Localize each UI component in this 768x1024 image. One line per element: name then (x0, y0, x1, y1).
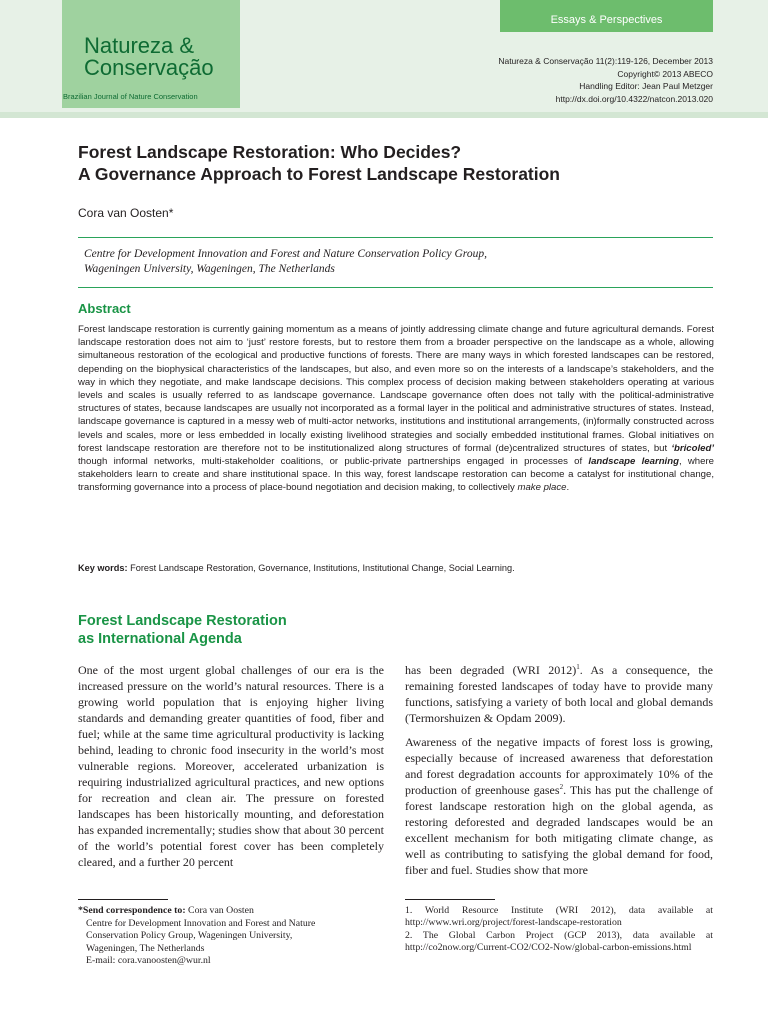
footnote-ref-2[interactable]: 2 (559, 783, 564, 791)
affiliation-line2: Wageningen University, Wageningen, The Netherlands (84, 263, 335, 275)
footnotes (405, 905, 713, 954)
abstract-text-part1: Forest landscape restoration is currently gaining momentum as a means of jointly addressing climate change and future agricultural demands. Forest landscape restoration does not aim to ‘just’ restore forests, but to restore them from a broader perspective on the landscape as a whole, allowing simultaneous restoration of the ecological and productive functions of forests. There are many ways in which forested landscapes can be restored, depending on the biophysical characteristics of the landscapes, but also, and even more so on the interests of a landscape’s stakeholders, and the way in which they negotiate, and make landscape decisions. This complex process of decision making between stakeholders operating at various levels and scales is usually referred to as landscape governance. Landscape governance often does not tally with the political-administrative structures of states, because landscapes are usually not incorporated as a formal layer in the political and administrative structures of states. Instead, landscape governance is captured in a messy web of multi-actor networks, institutions and institutional arrangements, (in)formally constructed across levels and scales, more or less embedded in locally existing livelihood strategies and socially embedded institutional frames. Global initiatives on forest landscape restoration are therefore not to be institutionalized along structures of formal (de)centralized structures of states, but (78, 324, 714, 454)
body-column-left (78, 662, 384, 878)
handling-editor: Handling Editor: Jean Paul Metzger (579, 81, 713, 91)
logo-text-line2: Conservação (84, 55, 214, 80)
abstract-emphasis-make-place: make place (517, 482, 567, 494)
paragraph: One of the most urgent global challenges of our era is the increased pressure on the world’s natural resources. There is a growing world population that is enjoying higher living standards and demanding greater quantities of food, fiber and fuel; while at the same time agricultural productivity is lacking behind, leading to chronic food insecurity in the world’s most vulnerable regions. Moreover, accelerated urbanization is requiring industrialized agricultural practices, and new options for recreation and clean air. The pressure on forested landscapes has been historically mounting, and deforestation has expanded incrementally; studies show that about 30 percent of the world’s potential forest cover has been completely cleared, and a further 20 percent (78, 663, 384, 869)
paragraph-text: . This has put the challenge of forest landscape restoration high on the global agenda, as restoring deforested and degraded landscapes would be an excellent mechanism for both mitigating climate change, as well as contributing to satisfying the global demand for food, fiber and fuel. Studies show that more (405, 783, 714, 877)
divider-top (78, 237, 713, 238)
footnote-divider-left (78, 899, 168, 900)
keywords-list: Forest Landscape Restoration, Governance, Institutions, Institutional Change, Social Learning. (130, 563, 515, 573)
correspondence-line: Wageningen, The Netherlands (86, 942, 205, 954)
affiliation-line1: Centre for Development Innovation and Forest and Nature Conservation Policy Group, (84, 248, 487, 260)
footnote-2: 2. The Global Carbon Project (GCP 2013), data available at http://co2now.org/Current-CO2/CO2-Now/global-carbon-emissions.html (405, 929, 713, 953)
correspondence-header (78, 905, 384, 918)
doi-link[interactable]: http://dx.doi.org/10.4322/natcon.2013.020 (555, 93, 713, 104)
keywords-label: Key words: (78, 563, 128, 573)
paragraph-text: Awareness of the negative impacts of forest loss is growing, especially because of increased awareness that deforestation and forest degradation accounts for approximately 10% of the production of greenhouse gases (405, 735, 713, 797)
correspondence-block (78, 905, 384, 968)
footnote-ref-1[interactable]: 1 (576, 663, 580, 671)
footnote-1: 1. World Resource Institute (WRI 2012), data available at http://www.wri.org/project/forest-landscape-restoration (405, 905, 713, 929)
section-heading-line1: Forest Landscape Restoration (78, 613, 287, 629)
abstract-heading: Abstract (78, 301, 131, 316)
correspondence-name: Cora van Oosten (188, 905, 254, 916)
paragraph (405, 734, 713, 878)
paragraph (405, 662, 713, 726)
abstract-emphasis-bricoled: ‘bricoled’ (671, 442, 714, 454)
logo-subtitle: Brazilian Journal of Nature Conservation (63, 92, 198, 101)
correspondence-line: Centre for Development Innovation and Forest and Nature (86, 917, 316, 929)
abstract-body (78, 323, 714, 495)
correspondence-email[interactable]: E-mail: cora.vanoosten@wur.nl (86, 955, 211, 966)
correspondence-line: Conservation Policy Group, Wageningen University, (86, 930, 293, 941)
correspondence-label: *Send correspondence to: (78, 905, 186, 916)
paragraph-text: . As a consequence, the remaining forested landscapes of today have to provide many functions, satisfying a variety of both local and global demands (Termorshuizen & Opdam 2009). (405, 663, 713, 725)
affiliation (84, 247, 684, 277)
article-title-line2: A Governance Approach to Forest Landscape Restoration (78, 164, 560, 184)
section-tag: Essays & Perspectives (500, 0, 713, 32)
article-title-line1: Forest Landscape Restoration: Who Decides? (78, 142, 462, 162)
body-column-right (405, 662, 713, 886)
abstract-text-part2: though informal networks, multi-stakeholder coalitions, or public-private partnerships engaged in processes of (78, 456, 589, 468)
author-name: Cora van Oosten* (78, 206, 174, 220)
footnote-divider-right (405, 899, 495, 900)
citation: Natureza & Conservação 11(2):119-126, December 2013 (498, 56, 713, 66)
section-heading-line2: as International Agenda (78, 631, 242, 647)
copyright: Copyright© 2013 ABECO (617, 68, 713, 79)
abstract-text-part4: . (566, 482, 570, 494)
logo-text-line1: Natureza & (84, 33, 195, 58)
citation-meta (498, 55, 713, 105)
section-heading (78, 612, 287, 648)
divider-bottom (78, 287, 713, 288)
abstract-emphasis-landscape-learning: landscape learning (588, 456, 679, 468)
paragraph-text: has been degraded (WRI 2012) (405, 663, 577, 677)
keywords (78, 563, 714, 573)
abstract-text-part3: , where stakeholders learn to create and share institutional space. In this way, forest landscape restoration can become a catalyst for institutional change, transforming governance into a process of place-bound negotiation and decision making, to collectively (78, 456, 715, 494)
